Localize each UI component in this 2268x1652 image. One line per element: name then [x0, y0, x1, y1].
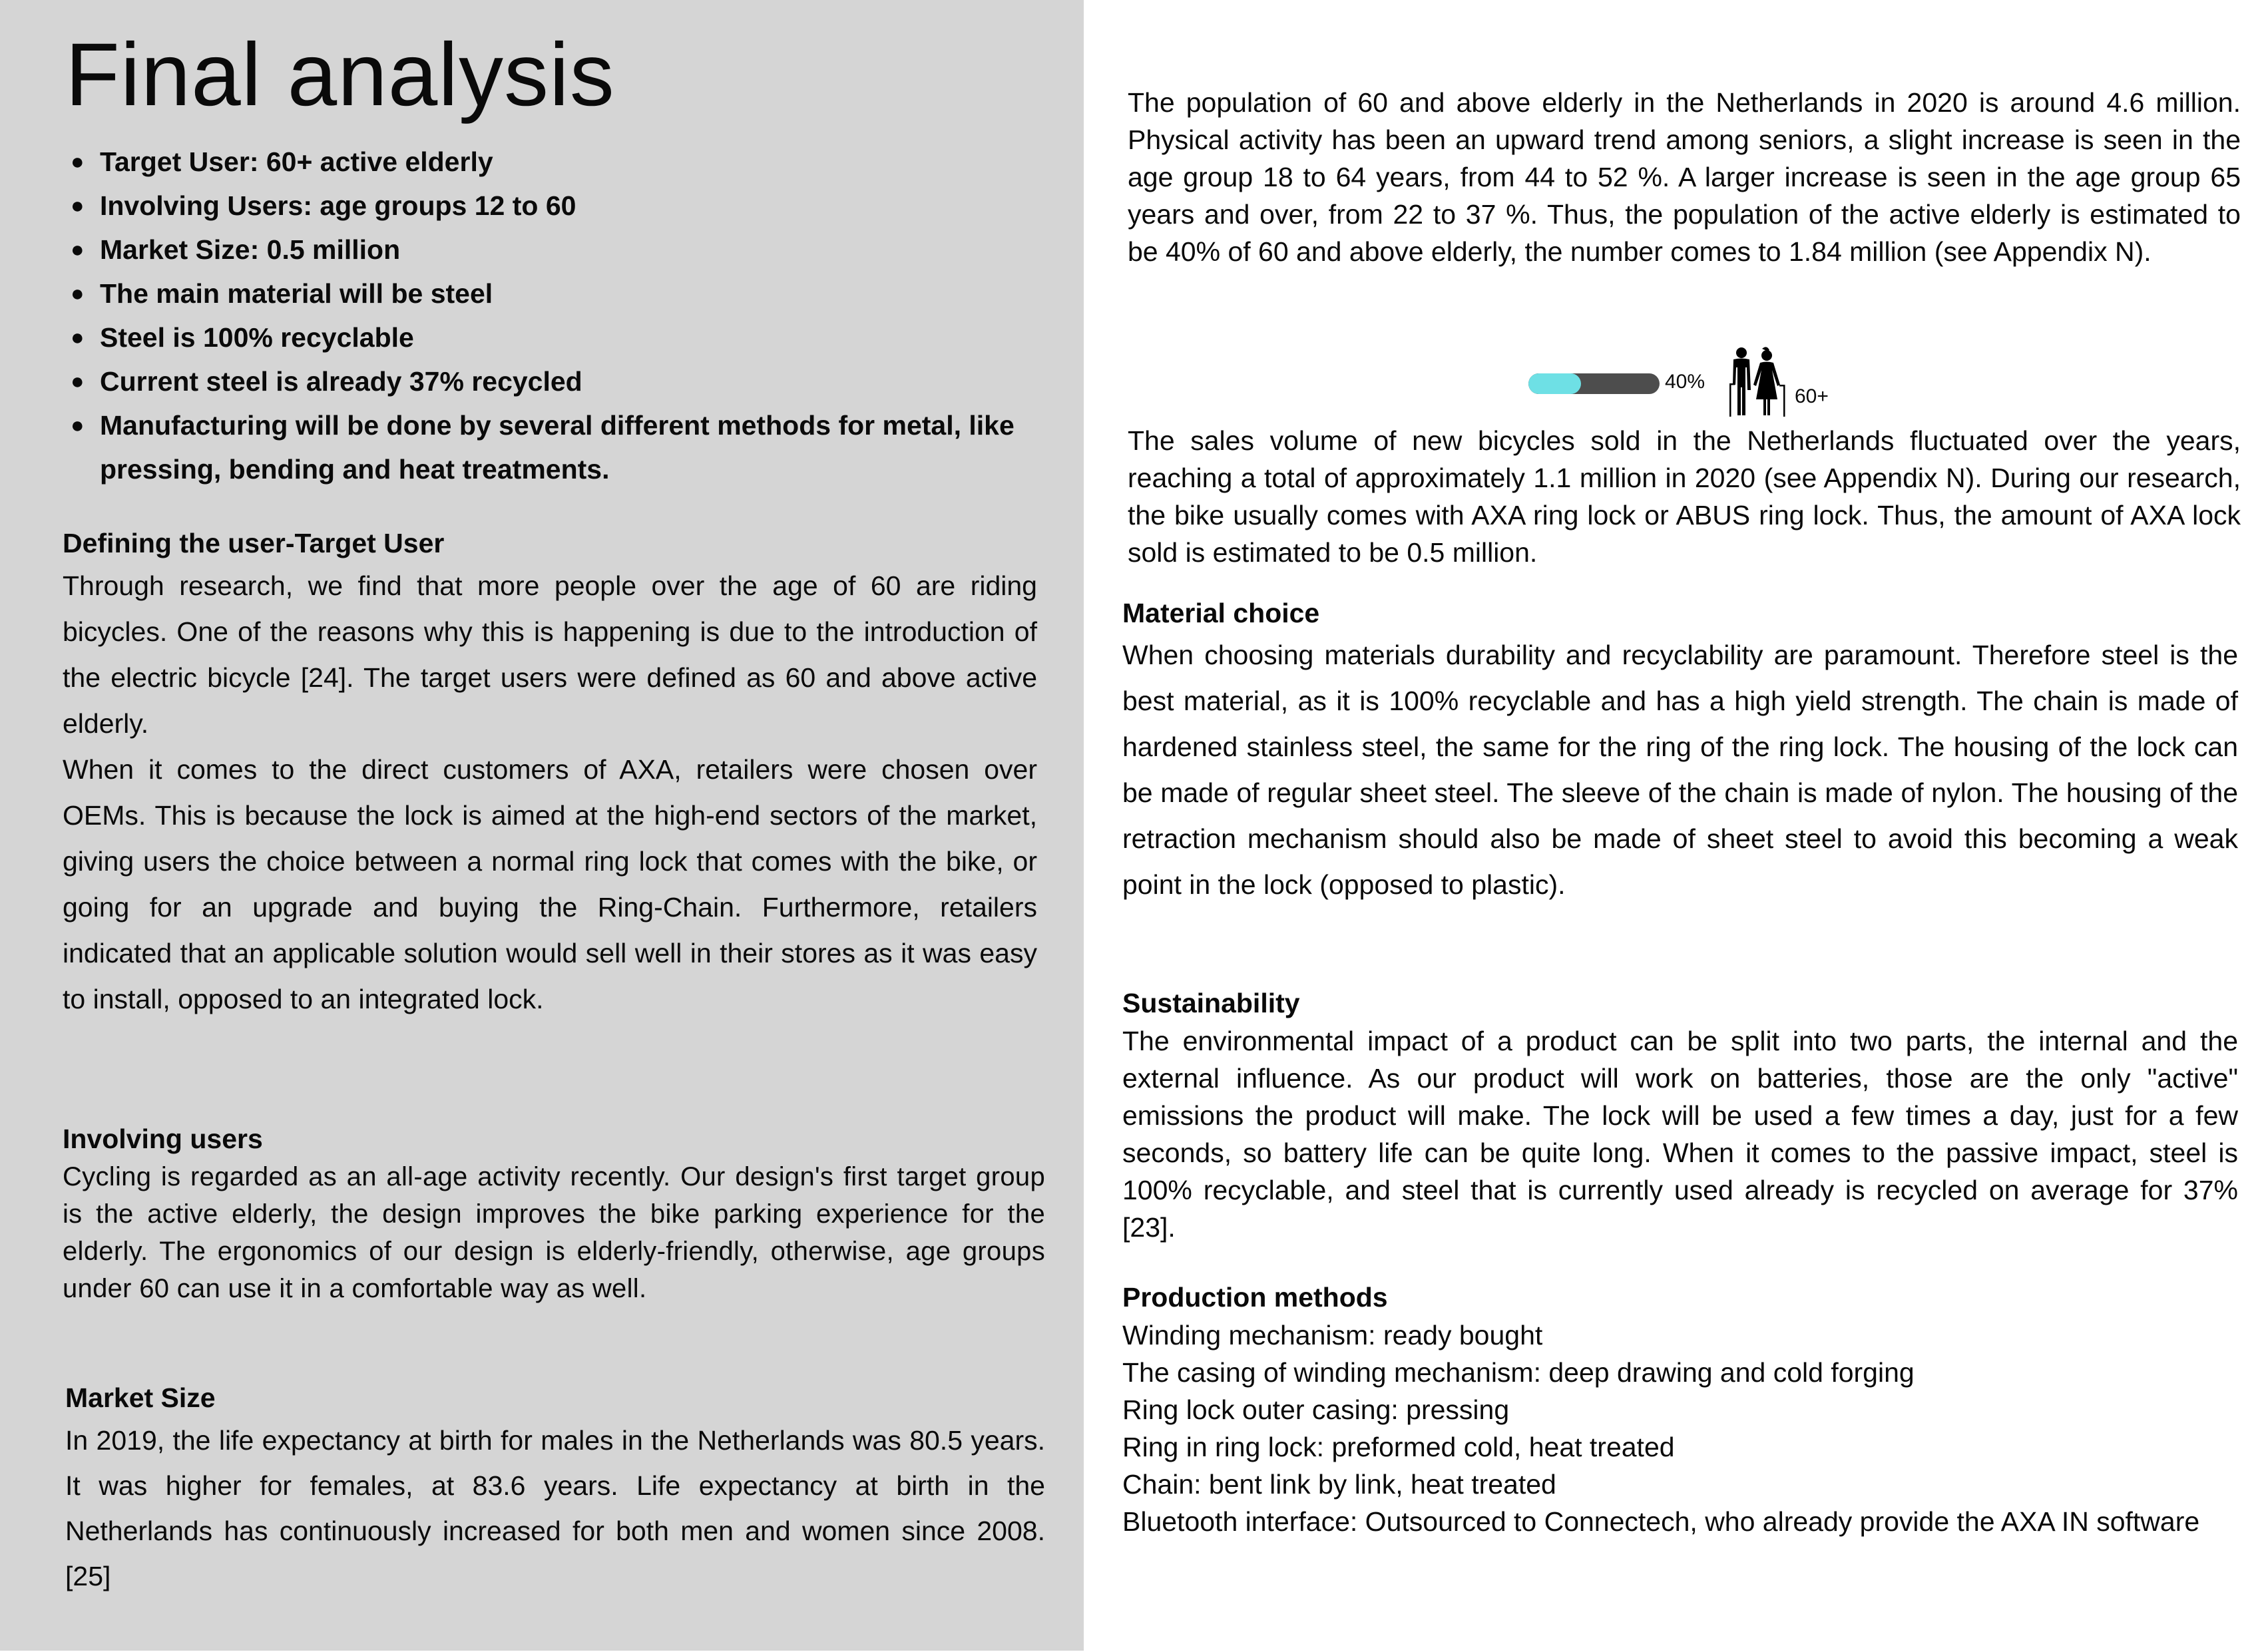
percentage-bar-fill [1528, 373, 1581, 394]
elderly-couple-icon [1721, 345, 1795, 418]
production-line: Bluetooth interface: Outsourced to Connectech, who already provide the AXA IN software [1122, 1506, 2200, 1537]
bullet-icon: ● [71, 193, 85, 218]
bullet-icon: ● [71, 237, 85, 262]
section-heading: Defining the user-Target User [63, 528, 445, 558]
bullet-icon: ● [71, 369, 85, 394]
section-production-methods [1122, 1278, 2238, 1540]
section-heading: Material choice [1122, 598, 1320, 628]
section-paragraph: In 2019, the life expectancy at birth for males in the Netherlands was 80.5 years. It was higher for females, at 83.6 years. Life expectancy at birth in the Netherlands has continuously increased for both men and women since 2008. [25] [65, 1425, 1045, 1591]
bullet-icon: ● [71, 281, 85, 306]
summary-item: ● Manufacturing will be done by several different methods for metal, like pressing, bending and heat treatments. [71, 403, 1056, 491]
bullet-icon: ● [71, 325, 85, 350]
section-paragraph: Cycling is regarded as an all-age activity recently. Our design's first target group is the active elderly, the design improves the bike parking experience for the elderly. The ergonomics of our design is elderly-friendly, otherwise, age groups under 60 can use it in a comfortable way as well. [63, 1162, 1045, 1303]
section-heading: Production methods [1122, 1282, 1388, 1313]
summary-item: ● The main material will be steel [71, 272, 1056, 315]
summary-item: ● Target User: 60+ active elderly [71, 140, 1056, 184]
section-paragraph: When choosing materials durability and recyclability are paramount. Therefore steel is the best material, as it is 100% recyclable and has a high yield strength. The chain is made of hardened stainless steel, the same for the ring of the ring lock. The housing of the lock can be made of regular sheet steel. The sleeve of the chain is made of nylon. The housing of the retraction mechanism should also be made of sheet steel to avoid this becoming a weak point in the lock (opposed to plastic). [1122, 640, 2238, 900]
section-defining-user [63, 523, 1037, 1022]
section-heading: Sustainability [1122, 988, 1300, 1018]
production-line: The casing of winding mechanism: deep drawing and cold forging [1122, 1357, 1915, 1388]
section-market-size [65, 1378, 1045, 1599]
summary-item: ● Current steel is already 37% recycled [71, 359, 1056, 403]
section-paragraph: The environmental impact of a product can be split into two parts, the internal and the external influence. As our product will work on batteries, those are the only "active" emissions the product will make. The lock will be used a few times a day, just for a few seconds, so battery life can be quite long. When it comes to the passive impact, steel is 100% recyclable, and steel that is currently used already is recycled on average for 37% [23]. [1122, 1026, 2238, 1243]
section-paragraph: Through research, we find that more people over the age of 60 are riding bicycles. One of the reasons why this is happening is due to the introduction of the electric bicycle [24]. The target users were defined as 60 and above active elderly. [63, 570, 1037, 739]
summary-item: ● Market Size: 0.5 million [71, 228, 1056, 272]
age-label: 60+ [1795, 385, 1829, 407]
bullet-icon: ● [71, 413, 85, 438]
section-paragraph: The population of 60 and above elderly in the Netherlands in 2020 is around 4.6 million. Physical activity has been an upward trend among seniors, a slight increase is seen in the age group 18 to 64 years, from 44 to 52 %. A larger increase is seen in the age group 65 years and over, from 22 to 37 %. Thus, the population of the active elderly is estimated to be 40% of 60 and above elderly, the number comes to 1.84 million (see Appendix N). [1128, 87, 2241, 267]
section-heading: Market Size [65, 1382, 216, 1413]
production-line: Chain: bent link by link, heat treated [1122, 1469, 1556, 1500]
section-involving-users [63, 1120, 1045, 1307]
section-population [1128, 84, 2241, 270]
percentage-bar [1528, 373, 1660, 394]
section-material-choice [1122, 594, 2238, 908]
summary-item: ● Involving Users: age groups 12 to 60 [71, 184, 1056, 228]
section-paragraph: The sales volume of new bicycles sold in the Netherlands fluctuated over the years, reaching a total of approximately 1.1 million in 2020 (see Appendix N). During our research, the bike usually comes with AXA ring lock or ABUS ring lock. Thus, the amount of AXA lock sold is estimated to be 0.5 million. [1128, 425, 2241, 568]
production-line: Ring lock outer casing: pressing [1122, 1394, 1510, 1425]
page-title: Final analysis [65, 25, 615, 124]
section-paragraph: When it comes to the direct customers of AXA, retailers were chosen over OEMs. This is because the lock is aimed at the high-end sectors of the market, giving users the choice between a normal ring lock that comes with the bike, or going for an upgrade and buying the Ring-Chain. Furthermore, retailers indicated that an applicable solution would sell well in their stores as it was easy to install, opposed to an integrated lock. [63, 754, 1037, 1014]
summary-item: ● Steel is 100% recyclable [71, 315, 1056, 359]
section-sales-volume [1128, 422, 2241, 571]
active-elderly-infographic [1528, 331, 1848, 411]
section-sustainability [1122, 984, 2238, 1246]
section-heading: Involving users [63, 1124, 263, 1154]
production-line: Winding mechanism: ready bought [1122, 1320, 1543, 1350]
summary-list [71, 140, 1056, 491]
bullet-icon: ● [71, 149, 85, 174]
production-line: Ring in ring lock: preformed cold, heat treated [1122, 1432, 1675, 1462]
percentage-label: 40% [1665, 371, 1705, 393]
